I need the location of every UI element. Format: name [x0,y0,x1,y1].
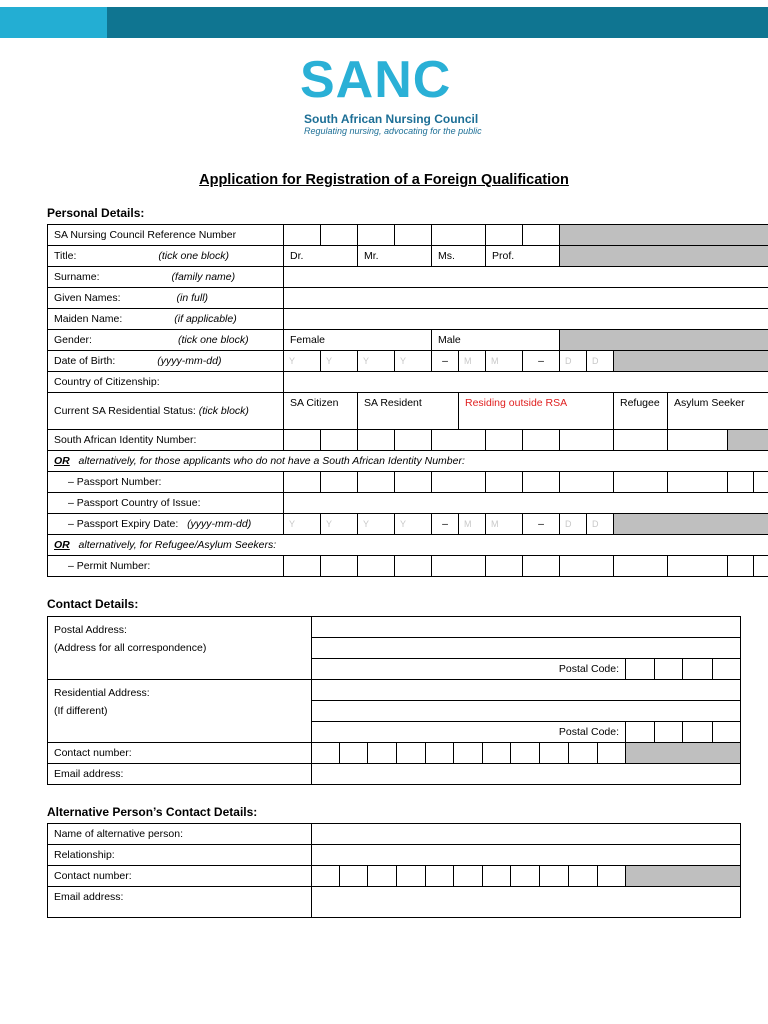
passport-box[interactable] [432,472,486,493]
reference-box[interactable] [395,225,432,246]
id-number-box[interactable] [432,430,486,451]
dob-month-box[interactable]: M [459,351,486,372]
dob-year-box[interactable]: Y [358,351,395,372]
passport-box[interactable] [560,472,614,493]
contact-number-label: Contact number: [48,743,312,764]
shaded-cell [560,225,768,246]
id-number-box[interactable] [614,430,668,451]
title-option-mr[interactable]: Mr. [358,246,432,267]
passport-box[interactable] [395,472,432,493]
header-accent [0,7,107,38]
dob-day-box[interactable]: D [560,351,587,372]
contact-details-table [47,616,741,785]
status-hint: (tick block) [198,405,249,417]
given-names-field[interactable] [284,288,768,309]
permit-box[interactable] [432,556,486,577]
citizenship-field[interactable] [284,372,768,393]
expiry-year-box[interactable]: Y [321,514,358,535]
header-bar [0,7,768,38]
residential-postal-code-box[interactable] [683,722,712,743]
id-number-box[interactable] [395,430,432,451]
given-names-row [48,288,768,309]
alt-contact-number-box[interactable] [511,866,540,887]
contact-details-heading: Contact Details: [47,597,139,611]
contact-number-box[interactable] [540,743,568,764]
residential-address-line-1[interactable] [312,680,741,701]
contact-number-box[interactable] [368,743,396,764]
maiden-name-row [48,309,768,330]
postal-address-note: (Address for all correspondence) [54,642,207,654]
residential-postal-code-box[interactable] [712,722,740,743]
maiden-name-label: Maiden Name: [54,313,123,325]
passport-box[interactable] [523,472,560,493]
date-of-birth-row [48,351,768,372]
residential-address-label: Residential Address: [54,687,150,699]
alt-refugee-note: alternatively, for Refugee/Asylum Seekers: [78,539,277,551]
title-row [48,246,768,267]
dob-hint: (yyyy-mm-dd) [157,355,222,367]
logo-letters: SANC [300,51,452,109]
alternative-contact-table [47,823,741,918]
expiry-day-box[interactable]: D [587,514,614,535]
gender-label: Gender: [54,334,92,346]
alt-email-field[interactable] [312,887,741,918]
personal-details-table [47,224,768,577]
shaded-cell [626,866,741,887]
contact-number-box[interactable] [597,743,625,764]
passport-box[interactable] [728,472,754,493]
alt-contact-number-box[interactable] [396,866,425,887]
passport-number-label: – Passport Number: [48,472,284,493]
permit-box[interactable] [754,556,768,577]
permit-box[interactable] [321,556,358,577]
id-number-box[interactable] [486,430,523,451]
passport-box[interactable] [284,472,321,493]
or-label: OR [54,455,70,467]
reference-box[interactable] [321,225,358,246]
contact-number-box[interactable] [483,743,511,764]
shaded-cell [560,246,768,267]
passport-expiry-hint: (yyyy-mm-dd) [187,518,252,530]
expiry-month-box[interactable]: M [459,514,486,535]
dob-label: Date of Birth: [54,355,116,367]
alt-contact-number-box[interactable] [568,866,597,887]
surname-field[interactable] [284,267,768,288]
alt-contact-number-box[interactable] [453,866,482,887]
surname-row [48,267,768,288]
passport-box[interactable] [614,472,668,493]
shaded-cell [614,514,768,535]
residential-postal-code-label: Postal Code: [312,722,626,743]
permit-number-label: – Permit Number: [48,556,284,577]
postal-code-box[interactable] [626,659,655,680]
or-label: OR [54,539,70,551]
postal-address-line-1[interactable] [312,617,741,638]
residential-address-line-2[interactable] [312,701,741,722]
passport-box[interactable] [321,472,358,493]
permit-box[interactable] [728,556,754,577]
expiry-dash: – [523,514,560,535]
contact-number-box[interactable] [340,743,368,764]
id-number-box[interactable] [358,430,395,451]
expiry-day-box[interactable]: D [560,514,587,535]
gender-option-female[interactable]: Female [284,330,432,351]
status-residing-outside-rsa[interactable]: Residing outside RSA [459,393,614,430]
alt-contact-number-box[interactable] [340,866,368,887]
residential-status-row [48,393,768,430]
email-label: Email address: [48,764,312,785]
dob-dash: – [432,351,459,372]
postal-code-box[interactable] [712,659,740,680]
dob-dash: – [523,351,560,372]
dob-day-box[interactable]: D [587,351,614,372]
id-number-box[interactable] [523,430,560,451]
shaded-cell [626,743,741,764]
status-label: Current SA Residential Status: [54,405,196,417]
expiry-dash: – [432,514,459,535]
passport-expiry-row [48,514,768,535]
postal-code-label: Postal Code: [312,659,626,680]
passport-box[interactable] [754,472,768,493]
alt-contact-number-box[interactable] [312,866,340,887]
alt-relationship-label: Relationship: [48,845,312,866]
title-label: Title: [54,250,77,262]
alt-contact-number-box[interactable] [597,866,625,887]
citizenship-row [48,372,768,393]
reference-box[interactable] [486,225,523,246]
permit-box[interactable] [523,556,560,577]
permit-box[interactable] [395,556,432,577]
alt-relationship-field[interactable] [312,845,741,866]
passport-box[interactable] [358,472,395,493]
expiry-year-box[interactable]: Y [284,514,321,535]
permit-box[interactable] [614,556,668,577]
passport-box[interactable] [486,472,523,493]
permit-box[interactable] [668,556,728,577]
document-title: Application for Registration of a Foreign Qualification [199,172,569,188]
alternative-contact-heading: Alternative Person’s Contact Details: [47,805,258,819]
postal-address-label: Postal Address: [54,624,127,636]
alt-contact-number-box[interactable] [425,866,453,887]
contact-number-box[interactable] [312,743,340,764]
residential-postal-code-box[interactable] [626,722,655,743]
alt-contact-number-box[interactable] [368,866,396,887]
reference-box[interactable] [523,225,560,246]
residential-postal-code-box[interactable] [655,722,683,743]
reference-row [48,225,768,246]
permit-box[interactable] [486,556,523,577]
status-refugee[interactable]: Refugee [614,393,668,430]
expiry-month-box[interactable]: M [486,514,523,535]
contact-number-box[interactable] [396,743,425,764]
given-names-hint: (in full) [176,292,209,304]
id-number-box[interactable] [560,430,614,451]
passport-box[interactable] [668,472,728,493]
shaded-cell [728,430,768,451]
title-option-prof[interactable]: Prof. [486,246,560,267]
surname-label: Surname: [54,271,100,283]
contact-number-box[interactable] [453,743,482,764]
passport-country-row [48,493,768,514]
postal-code-box[interactable] [655,659,683,680]
reference-label: SA Nursing Council Reference Number [48,225,284,246]
personal-details-heading: Personal Details: [47,206,145,220]
alt-contact-number-box[interactable] [483,866,511,887]
expiry-year-box[interactable]: Y [395,514,432,535]
dob-month-box[interactable]: M [486,351,523,372]
title-hint: (tick one block) [158,250,229,262]
contact-number-box[interactable] [425,743,453,764]
permit-box[interactable] [560,556,614,577]
dob-year-box[interactable]: Y [395,351,432,372]
alt-contact-number-box[interactable] [540,866,568,887]
dob-year-box[interactable]: Y [321,351,358,372]
passport-country-field[interactable] [284,493,768,514]
gender-hint: (tick one block) [177,334,249,346]
contact-number-box[interactable] [511,743,540,764]
status-sa-resident[interactable]: SA Resident [358,393,459,430]
given-names-label: Given Names: [54,292,121,304]
maiden-name-field[interactable] [284,309,768,330]
status-sa-citizen[interactable]: SA Citizen [284,393,358,430]
residential-address-note: (If different) [54,705,108,717]
dob-year-box[interactable]: Y [284,351,321,372]
email-field[interactable] [312,764,741,785]
reference-box[interactable] [284,225,321,246]
reference-box[interactable] [358,225,395,246]
alt-email-label: Email address: [48,887,312,918]
surname-hint: (family name) [171,271,236,283]
alt-name-field[interactable] [312,824,741,845]
gender-row [48,330,768,351]
citizenship-label: Country of Citizenship: [48,372,284,393]
gender-option-male[interactable]: Male [432,330,560,351]
id-number-row [48,430,768,451]
postal-code-box[interactable] [683,659,712,680]
id-number-box[interactable] [321,430,358,451]
maiden-name-hint: (if applicable) [174,313,237,325]
shaded-cell [560,330,768,351]
permit-box[interactable] [358,556,395,577]
passport-number-row [48,472,768,493]
alt-refugee-row [48,535,768,556]
id-number-box[interactable] [284,430,321,451]
sanc-logo [300,51,482,139]
id-number-box[interactable] [668,430,728,451]
title-option-dr[interactable]: Dr. [284,246,358,267]
title-option-ms[interactable]: Ms. [432,246,486,267]
passport-country-label: – Passport Country of Issue: [48,493,284,514]
alt-no-id-note: alternatively, for those applicants who do not have a South African Identity Number: [78,455,465,467]
status-asylum-seeker[interactable]: Asylum Seeker [668,393,768,430]
shaded-cell [614,351,768,372]
postal-address-line-2[interactable] [312,638,741,659]
alt-name-label: Name of alternative person: [48,824,312,845]
logo-tagline: Regulating nursing, advocating for the public [304,126,482,136]
permit-number-row [48,556,768,577]
logo-name: South African Nursing Council [304,112,479,126]
reference-box[interactable] [432,225,486,246]
id-number-label: South African Identity Number: [48,430,284,451]
passport-expiry-label: – Passport Expiry Date: [68,518,179,530]
expiry-year-box[interactable]: Y [358,514,395,535]
permit-box[interactable] [284,556,321,577]
contact-number-box[interactable] [568,743,597,764]
alt-contact-number-label: Contact number: [48,866,312,887]
alt-no-id-row [48,451,768,472]
